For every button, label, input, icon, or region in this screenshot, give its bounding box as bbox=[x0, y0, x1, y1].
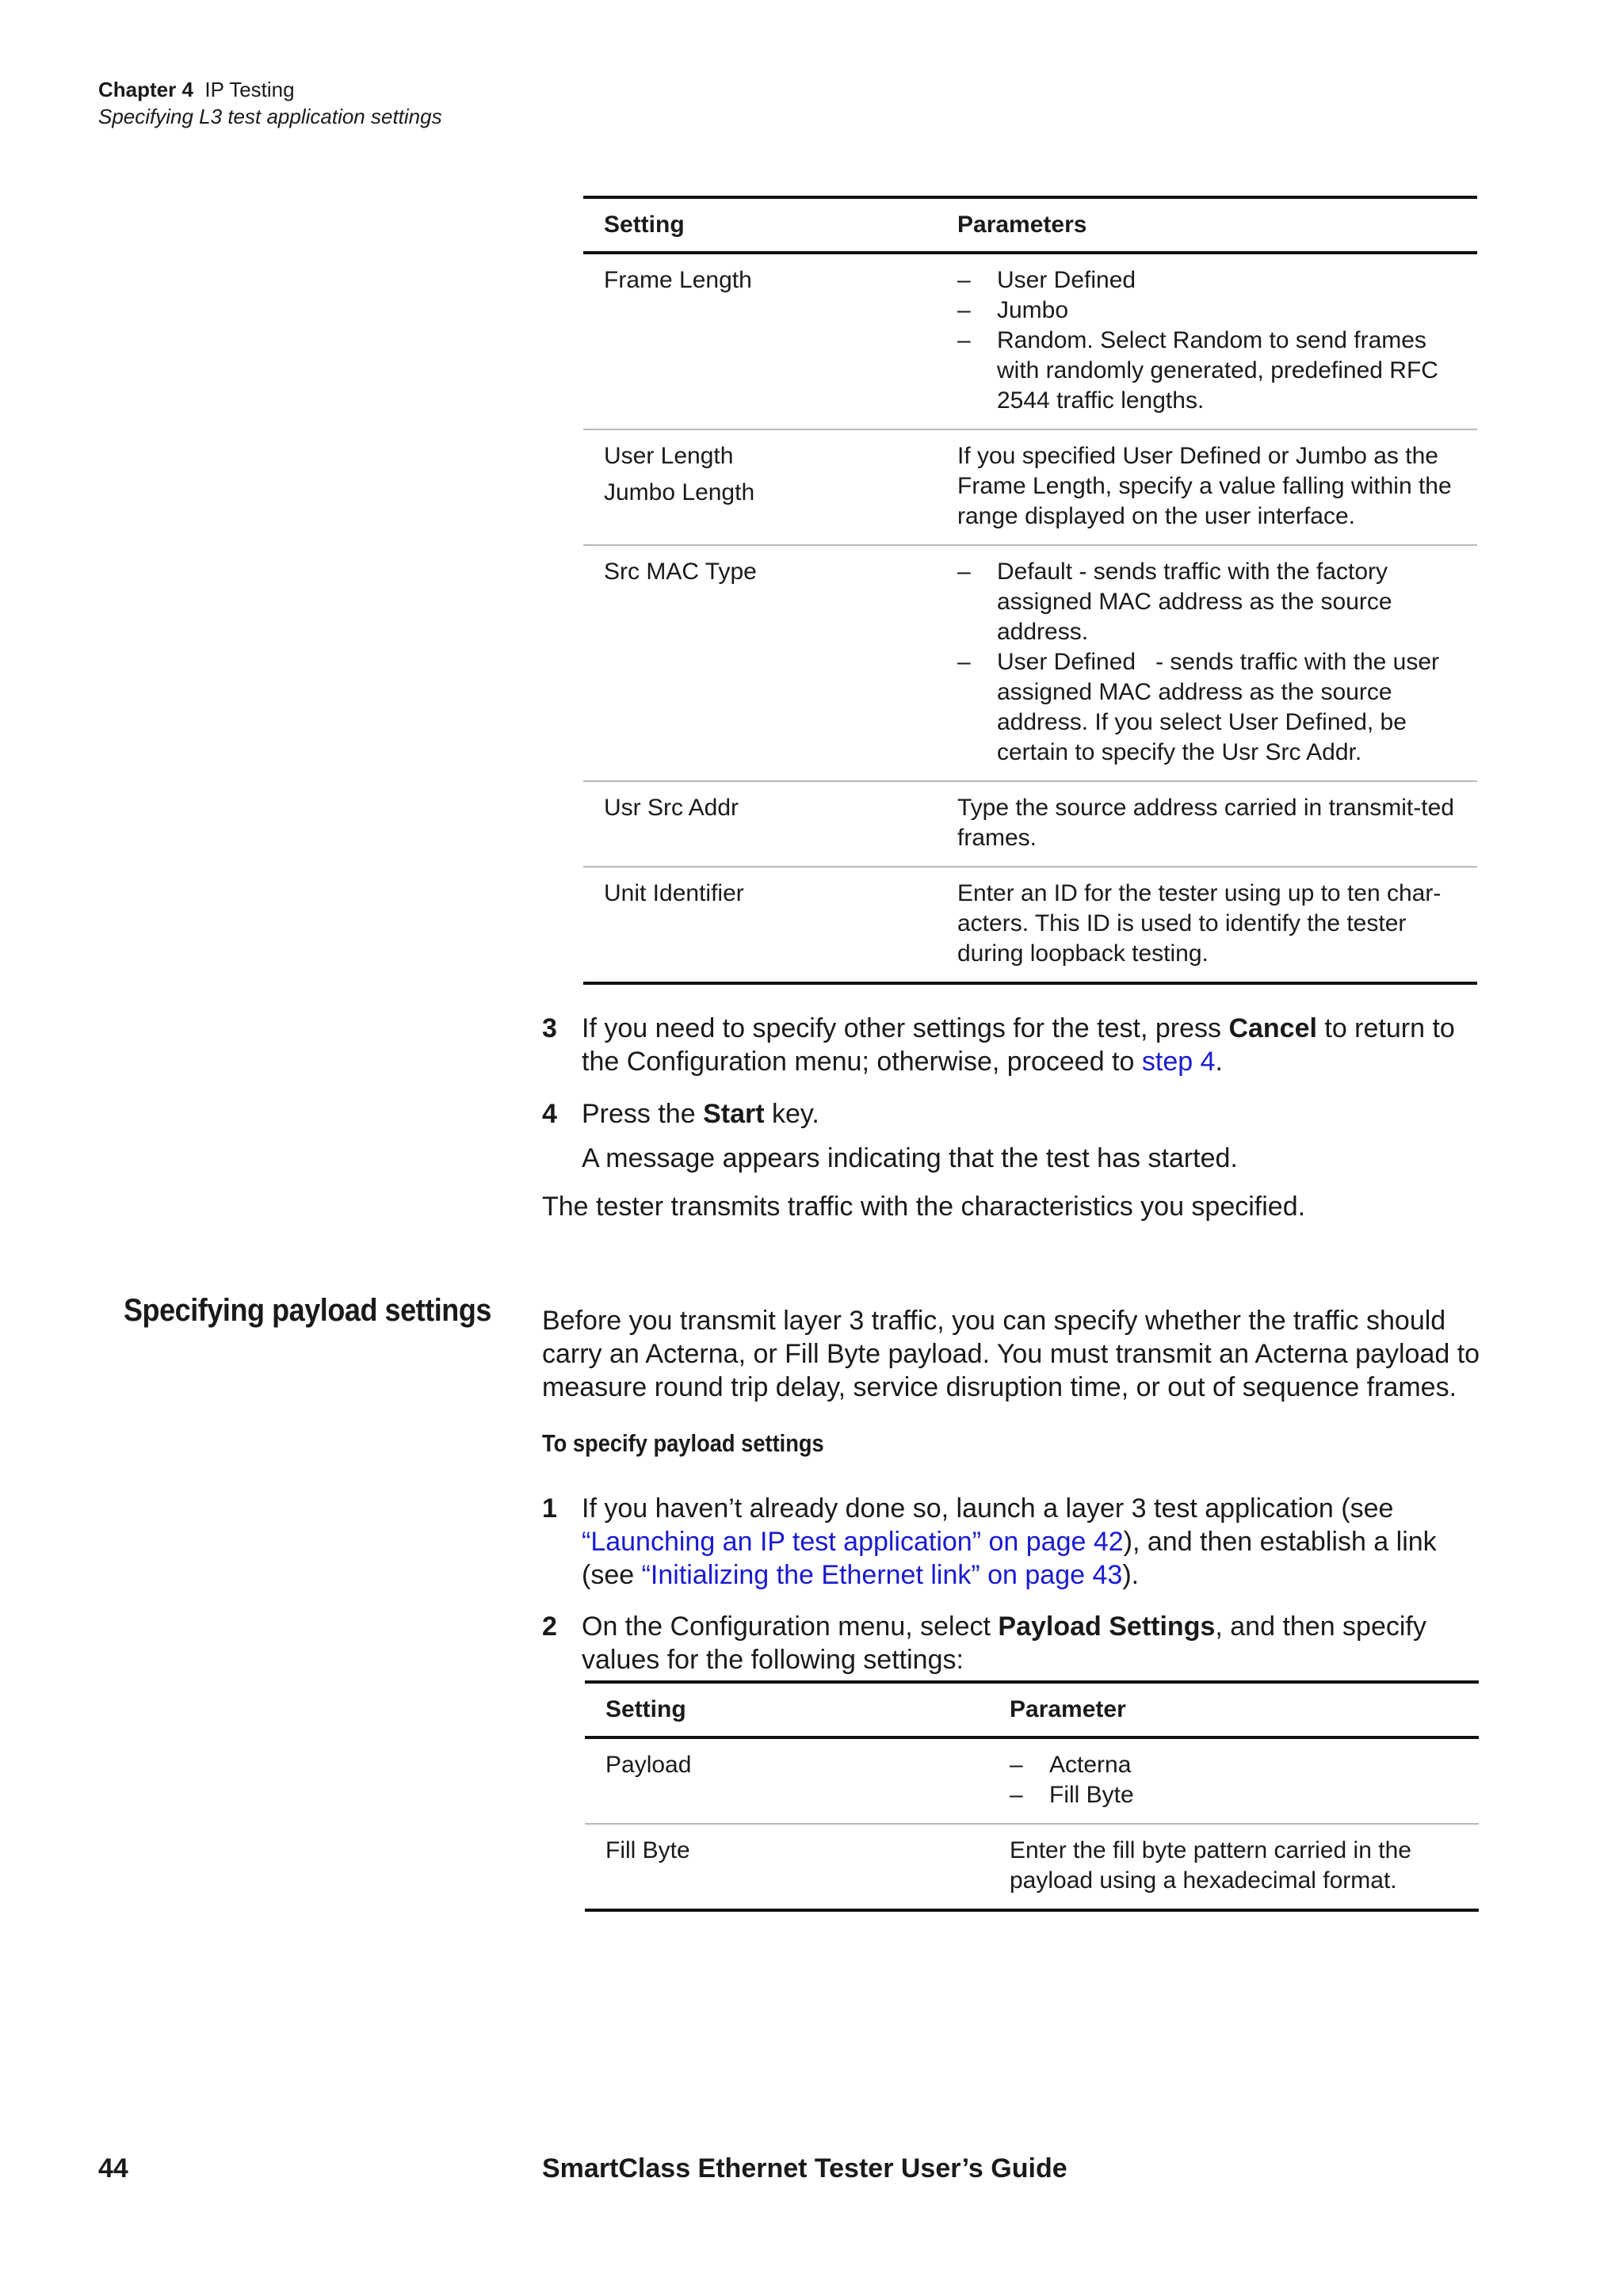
parameter-cell bbox=[937, 253, 1477, 429]
column-header-parameters: Parameters bbox=[957, 212, 1087, 238]
parameter-cell: Enter the fill byte pattern carried in the payload using a hexadecimal format. bbox=[1010, 1837, 1411, 1894]
start-key-label: Start bbox=[703, 1099, 765, 1129]
text-run: Press the bbox=[582, 1099, 704, 1129]
parameter-cell: If you specified User Defined or Jumbo as the Frame Length, specify a value falling within the range displayed on the user interface. bbox=[957, 443, 1452, 529]
table-header-row bbox=[583, 197, 1477, 253]
column-header-setting: Setting bbox=[604, 212, 685, 238]
setting-cell bbox=[585, 1824, 989, 1910]
table-row bbox=[583, 253, 1477, 429]
chapter-title: IP Testing bbox=[204, 78, 295, 101]
text-run: . bbox=[1215, 1047, 1223, 1077]
table-row bbox=[583, 429, 1477, 545]
step-4-link[interactable]: step 4 bbox=[1141, 1047, 1216, 1077]
text-run: ), and then establish a link (see bbox=[582, 1527, 1437, 1590]
setting-name: Payload bbox=[605, 1752, 692, 1778]
text-run: On the Configuration menu, select bbox=[582, 1611, 999, 1642]
procedure-step-2 bbox=[542, 1610, 1493, 1676]
payload-settings-table bbox=[585, 1680, 1479, 1912]
list-item: – Jumbo bbox=[957, 296, 1457, 326]
setting-cell bbox=[583, 545, 937, 781]
step-number: 3 bbox=[542, 1013, 557, 1043]
column-header-parameter: Parameter bbox=[1010, 1696, 1126, 1722]
guide-title: SmartClass Ethernet Tester User’s Guide bbox=[542, 2153, 1067, 2183]
procedure-step-4 bbox=[542, 1097, 1493, 1175]
list-item: – User Defined - sends traffic with the user assigned MAC address as the source address. If you select User Defined, be certain to specify the Usr Src Addr. bbox=[957, 647, 1457, 768]
list-item: – Random. Select Random to send frames with randomly generated, predefined RFC 2544 traffic lengths. bbox=[957, 326, 1457, 416]
running-header bbox=[98, 76, 442, 130]
page-number: 44 bbox=[98, 2153, 128, 2183]
result-text: The tester transmits traffic with the characteristics you specified. bbox=[542, 1192, 1306, 1222]
section-heading: Specifying payload settings bbox=[124, 1293, 491, 1328]
list-item: – Default - sends traffic with the factory assigned MAC address as the source address. bbox=[957, 557, 1457, 647]
procedure-step-1 bbox=[542, 1492, 1493, 1592]
setting-cell bbox=[583, 867, 937, 983]
setting-cell bbox=[585, 1737, 989, 1824]
setting-cell bbox=[583, 781, 937, 867]
cancel-key-label: Cancel bbox=[1228, 1013, 1317, 1043]
procedure-step-3 bbox=[542, 1012, 1493, 1078]
text-run: If you haven’t already done so, launch a layer 3 test application (see bbox=[582, 1493, 1394, 1524]
text-run: , and then specify values for the following settings: bbox=[582, 1611, 1426, 1675]
setting-cell bbox=[583, 429, 937, 545]
l3-settings-table bbox=[583, 196, 1477, 985]
step-number: 2 bbox=[542, 1611, 557, 1642]
setting-name: Src MAC Type bbox=[604, 559, 757, 585]
setting-name: User Length bbox=[604, 443, 734, 469]
launching-ip-test-link[interactable]: “Launching an IP test application” on page 42 bbox=[582, 1527, 1124, 1557]
initializing-ethernet-link[interactable]: “Initializing the Ethernet link” on page 43 bbox=[641, 1560, 1123, 1590]
text-run: If you need to specify other settings for the test, press bbox=[582, 1013, 1229, 1043]
section-title: Specifying L3 test application settings bbox=[98, 105, 442, 128]
setting-name: Jumbo Length bbox=[604, 479, 755, 505]
parameter-cell: Enter an ID for the tester using up to ten char-acters. This ID is used to identify the tester during loopback testing. bbox=[957, 880, 1442, 967]
column-header-setting: Setting bbox=[605, 1696, 686, 1722]
parameter-cell bbox=[989, 1737, 1479, 1824]
setting-name: Usr Src Addr bbox=[604, 795, 739, 821]
list-item: – Acterna bbox=[1010, 1750, 1458, 1780]
text-run: to return to the Configuration menu; otherwise, proceed to bbox=[582, 1013, 1455, 1077]
step-text bbox=[582, 1012, 1493, 1078]
step-number: 4 bbox=[542, 1099, 557, 1129]
setting-cell bbox=[583, 253, 937, 429]
step-number: 1 bbox=[542, 1493, 557, 1524]
parameter-cell bbox=[937, 545, 1477, 781]
list-item: – Fill Byte bbox=[1010, 1780, 1458, 1810]
procedure-heading: To specify payload settings bbox=[542, 1429, 824, 1457]
text-run: ). bbox=[1122, 1560, 1140, 1590]
table-header-row bbox=[585, 1682, 1479, 1737]
step-text bbox=[582, 1492, 1493, 1592]
step-text bbox=[582, 1097, 1493, 1131]
step-note: A message appears indicating that the test has started. bbox=[582, 1143, 1238, 1173]
parameter-cell: Type the source address carried in transmit-ted frames. bbox=[957, 795, 1454, 851]
setting-name: Unit Identifier bbox=[604, 880, 744, 906]
chapter-label: Chapter 4 bbox=[98, 78, 193, 101]
table-row bbox=[583, 867, 1477, 983]
table-row bbox=[583, 781, 1477, 867]
setting-name: Frame Length bbox=[604, 267, 752, 293]
table-row bbox=[585, 1737, 1479, 1824]
payload-settings-label: Payload Settings bbox=[998, 1611, 1216, 1642]
step-text bbox=[582, 1610, 1493, 1676]
table-row bbox=[585, 1824, 1479, 1910]
text-run: key. bbox=[764, 1099, 819, 1129]
chapter-line bbox=[98, 76, 442, 103]
setting-name: Fill Byte bbox=[605, 1837, 690, 1863]
list-item: – User Defined bbox=[957, 265, 1457, 296]
section-intro: Before you transmit layer 3 traffic, you can specify whether the traffic should carry an Acterna, or Fill Byte payload. You must transmit an Acterna payload to measure round trip delay, service disruption time, or out of sequence frames. bbox=[542, 1306, 1480, 1402]
table-row bbox=[583, 545, 1477, 781]
